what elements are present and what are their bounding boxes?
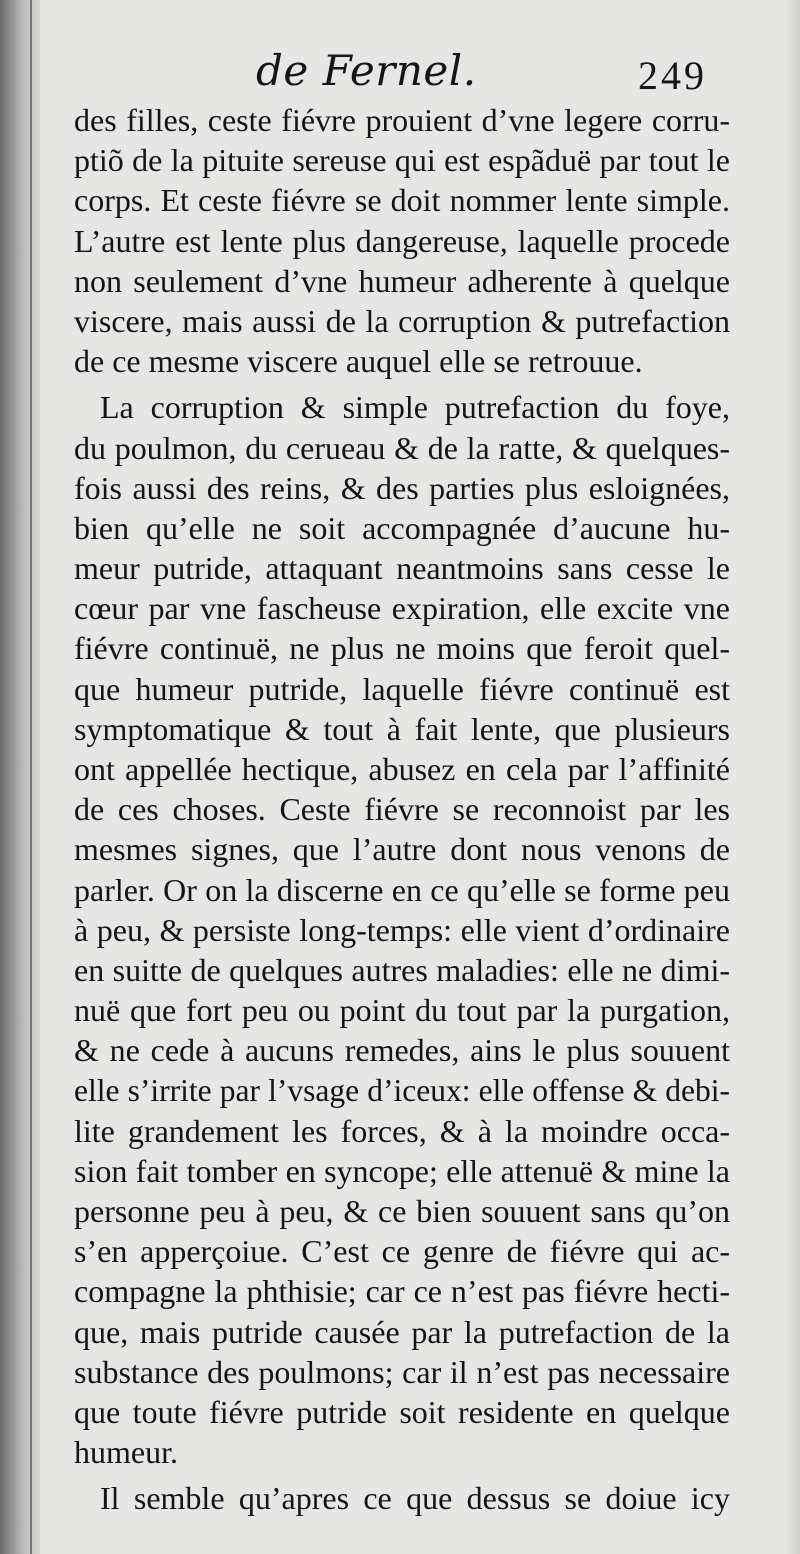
- binding-gutter: [0, 0, 40, 1554]
- text-line: viscere, mais aussi de la corruption & putrefaction: [74, 302, 730, 339]
- text-line: fiévre continuë, ne plus ne moins que feroit quel-: [74, 630, 730, 667]
- text-line: humeur.: [74, 1434, 178, 1471]
- text-line: L’autre est lente plus dangereuse, laquelle procede: [74, 222, 730, 259]
- text-line: Il semble qu’apres ce que dessus se doiue icy: [100, 1480, 730, 1517]
- text-line: & ne cede à aucuns remedes, ains le plus souuent: [74, 1032, 730, 1069]
- text-line: meur putride, attaquant neantmoins sans cesse le: [74, 550, 730, 587]
- text-line: mesmes signes, que l’autre dont nous venons de: [74, 831, 730, 868]
- text-line: compagne la phthisie; car ce n’est pas fiévre hecti-: [74, 1273, 730, 1310]
- gutter-edge: [30, 0, 32, 1554]
- text-line: des filles, ceste fiévre prouient d’vne legere corru-: [74, 102, 730, 138]
- text-line: de ces choses. Ceste fiévre se reconnoist par les: [74, 791, 730, 828]
- text-line: non seulement d’vne humeur adherente à quelque: [74, 262, 730, 299]
- text-line: en suitte de quelques autres maladies: elle ne dimi-: [74, 951, 730, 988]
- text-line: elle s’irrite par l’vsage d’iceux: elle offense & debi-: [74, 1072, 730, 1108]
- running-head: de Fernel.: [256, 46, 477, 95]
- text-line: de ce mesme viscere auquel elle se retrouue.: [74, 343, 643, 380]
- text-line: ont appellée hectique, abusez en cela par l’affinité: [74, 751, 730, 787]
- body-text: [74, 100, 730, 1519]
- text-line: parler. Or on la discerne en ce qu’elle se forme peu: [74, 871, 730, 908]
- text-line: que toute fiévre putride soit residente en quelque: [74, 1394, 730, 1430]
- text-line: corps. Et ceste fiévre se doit nommer lente simple.: [74, 182, 730, 219]
- text-line: nuë que fort peu ou point du tout par la purgation,: [74, 992, 730, 1029]
- text-line: personne peu à peu, & ce bien souuent sans qu’on: [74, 1193, 730, 1230]
- text-line: substance des poulmons; car il n’est pas necessaire: [74, 1353, 730, 1390]
- text-line: du poulmon, du cerueau & de la ratte, & quelques-: [74, 429, 730, 466]
- page-number: 249: [638, 53, 707, 98]
- text-line: que humeur putride, laquelle fiévre continuë est: [74, 670, 730, 707]
- text-line: lite grandement les forces, & à la moindre occa-: [74, 1112, 730, 1149]
- text-line: s’en apperçoiue. C’est ce genre de fiévre qui ac-: [74, 1233, 730, 1270]
- text-line: que, mais putride causée par la putrefaction de la: [74, 1313, 730, 1350]
- text-line: symptomatique & tout à fait lente, que plusieurs: [74, 710, 730, 747]
- text-line: cœur par vne fascheuse expiration, elle excite vne: [74, 590, 730, 627]
- text-line: sion fait tomber en syncope; elle attenuë & mine la: [74, 1152, 730, 1189]
- text-line: fois aussi des reins, & des parties plus esloignées,: [74, 469, 730, 506]
- text-line: La corruption & simple putrefaction du foye,: [100, 389, 730, 426]
- text-line: bien qu’elle ne soit accompagnée d’aucune hu-: [74, 509, 730, 546]
- page-right-edge: [786, 0, 800, 1554]
- text-line: à peu, & persiste long-temps: elle vient d’ordinaire: [74, 911, 730, 948]
- text-line: ptiõ de la pituite sereuse qui est espãduë par tout le: [74, 142, 730, 179]
